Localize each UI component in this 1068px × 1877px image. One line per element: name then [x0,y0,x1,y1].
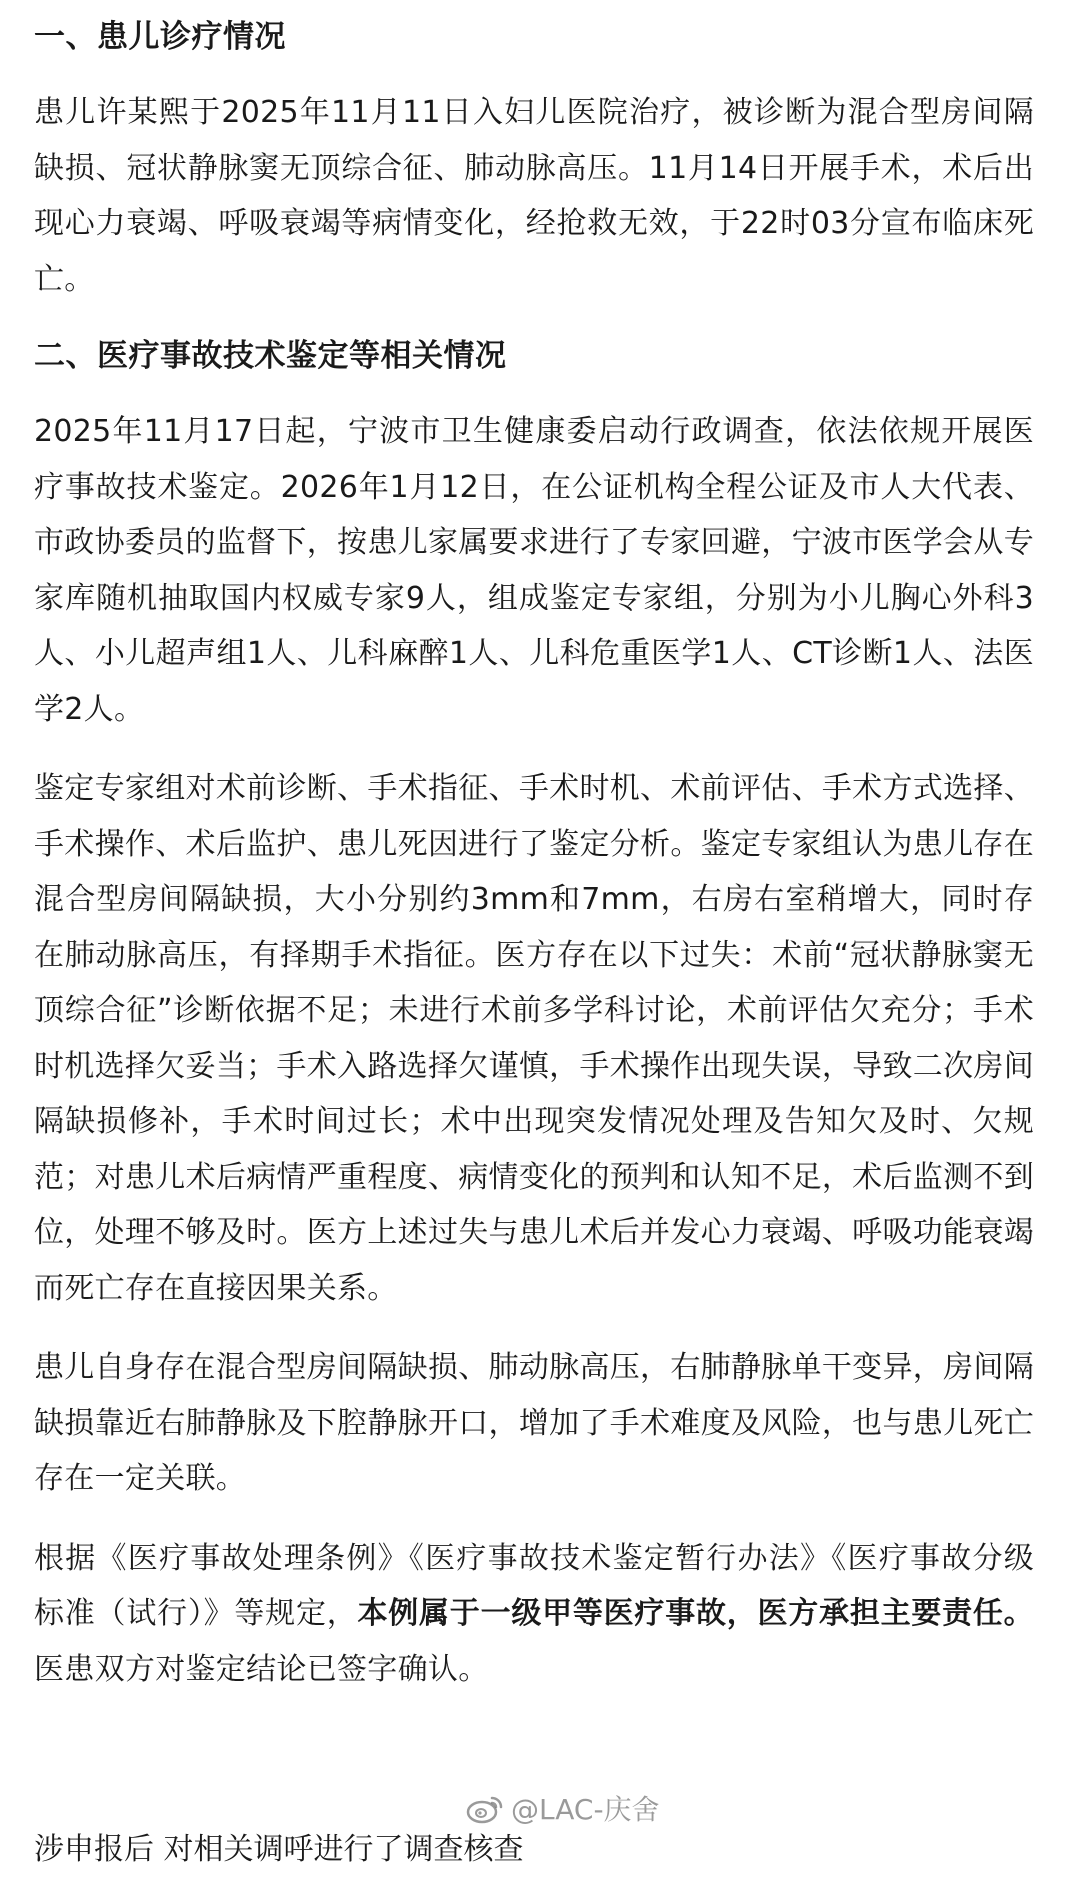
conclusion-basis: 根据《医疗事故处理条例》《医疗事故技术鉴定暂行办法》《医疗事故分级标准（试行）》等规定， [34,1540,1034,1631]
document-body [34,0,1034,1697]
paragraph-analysis: 鉴定专家组对术前诊断、手术指征、手术时机、术前评估、手术方式选择、手术操作、术后监护、患儿死因进行了鉴定分析。鉴定专家组认为患儿存在混合型房间隔缺损，大小分别约3mm和7mm，右房右室稍增大，同时存在肺动脉高压，有择期手术指征。医方存在以下过失：术前“冠状静脉窦无顶综合征”诊断依据不足；未进行术前多学科讨论，术前评估欠充分；手术时机选择欠妥当；手术入路选择欠谨慎，手术操作出现失误，导致二次房间隔缺损修补，手术时间过长；术中出现突发情况处理及告知欠及时、欠规范；对患儿术后病情严重程度、病情变化的预判和认知不足，术后监测不到位，处理不够及时。医方上述过失与患儿术后并发心力衰竭、呼吸功能衰竭而死亡存在直接因果关系。 [34,771,1034,1306]
cut-off-text-line: 涉申报后 对相关调呼进行了调查核查 [34,1832,524,1867]
paragraph-patient-condition: 患儿自身存在混合型房间隔缺损、肺动脉高压，右肺静脉单干变异，房间隔缺损靠近右肺静脉及下腔静脉开口，增加了手术难度及风险，也与患儿死亡存在一定关联。 [34,1350,1034,1496]
conclusion-verdict: 本例属于一级甲等医疗事故，医方承担主要责任。 [357,1596,1034,1631]
section-heading-appraisal: 二、医疗事故技术鉴定等相关情况 [34,338,507,374]
section-heading-treatment: 一、患儿诊疗情况 [34,19,286,55]
watermark [465,1788,660,1828]
paragraph-treatment: 患儿许某熙于2025年11月11日入妇儿医院治疗，被诊断为混合型房间隔缺损、冠状静脉窦无顶综合征、肺动脉高压。11月14日开展手术，术后出现心力衰竭、呼吸衰竭等病情变化，经抢救无效，于22时03分宣布临床死亡。 [34,95,1034,297]
conclusion-confirmation: 医患双方对鉴定结论已签字确认。 [34,1651,489,1687]
weibo-logo-icon [465,1792,505,1824]
paragraph-investigation: 2025年11月17日起，宁波市卫生健康委启动行政调查，依法依规开展医疗事故技术鉴定。2026年1月12日，在公证机构全程公证及市人大代表、市政协委员的监督下，按患儿家属要求进行了专家回避，宁波市医学会从专家库随机抽取国内权威专家9人，组成鉴定专家组，分别为小儿胸心外科3人、小儿超声组1人、儿科麻醉1人、儿科危重医学1人、CT诊断1人、法医学2人。 [34,414,1034,727]
paragraph-conclusion [34,1531,1034,1698]
watermark-text: @LAC-庆舍 [511,1793,660,1826]
